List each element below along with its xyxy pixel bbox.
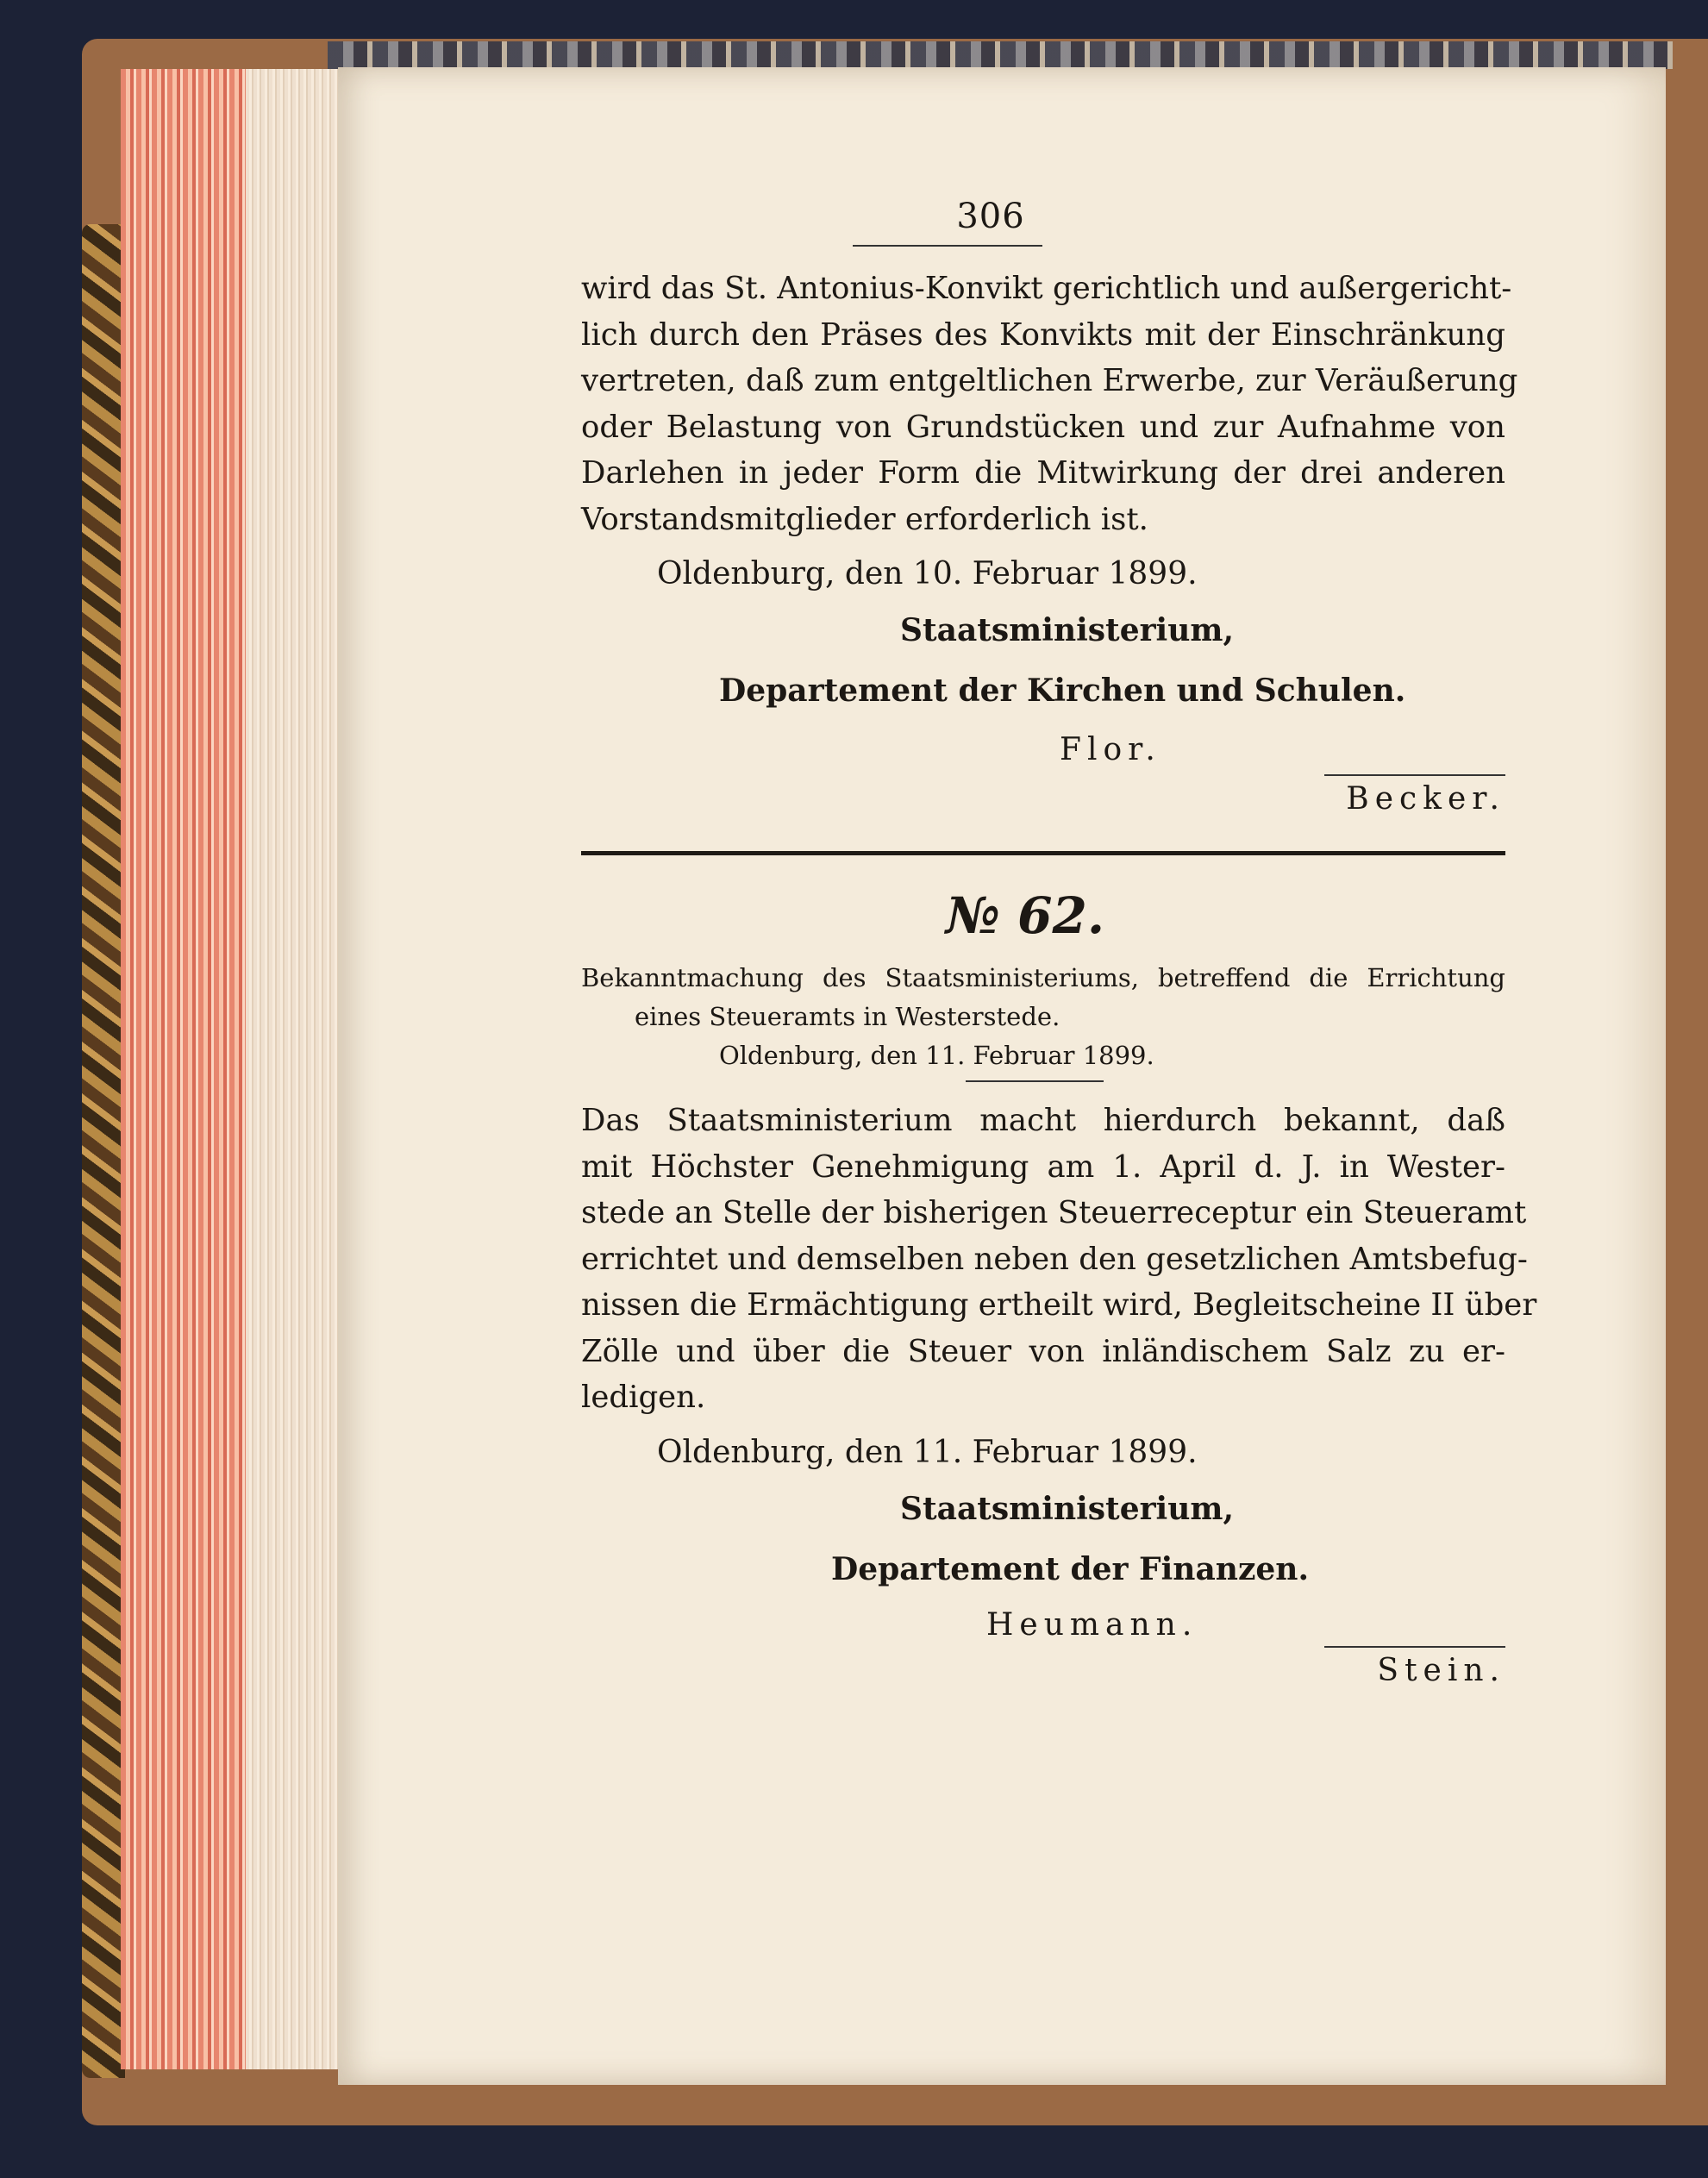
department-1: Departement der Kirchen und Schulen. [719,673,1406,709]
summary-line: Bekanntmachung des Staatsministeriums, betreffend die Errichtung [581,963,1505,992]
dateline-1: Oldenburg, den 10. Februar 1899. [657,556,1198,591]
signature-becker: Becker. [1346,781,1505,817]
summary-rule [966,1080,1104,1082]
text-block [581,197,1537,1688]
signature-heumann: Heumann. [986,1606,1198,1643]
signature-flor: Flor. [1060,732,1161,767]
paragraph-line: stede an Stelle der bisherigen Steuerreceptur ein Steueramt [581,1195,1527,1230]
book-top-edge [328,41,1673,69]
summary-line: Oldenburg, den 11. Februar 1899. [719,1041,1154,1070]
section-divider [581,851,1505,855]
marbled-spine [82,224,125,2078]
notice-summary [581,959,1505,1075]
authority-2: Staatsministerium, [900,1490,1235,1527]
paragraph-1 [581,266,1518,542]
document-page [338,67,1666,2085]
paragraph-2 [581,1098,1537,1421]
paragraph-line: Darlehen in jeder Form die Mitwirkung der drei anderen [581,455,1505,491]
paragraph-line: Zölle und über die Steuer von inländischem Salz zu er- [581,1333,1505,1369]
summary-line: eines Steueramts in Westerstede. [635,1002,1060,1031]
paragraph-line: errichtet und demselben neben den gesetzlichen Amtsbefug- [581,1241,1528,1277]
page-number-rule [853,245,1042,247]
paragraph-line: Das Staatsministerium macht hierdurch bekannt, daß [581,1103,1505,1138]
paragraph-line: vertreten, daß zum entgeltlichen Erwerbe, zur Veräußerung [581,363,1518,398]
signature-stein: Stein. [1377,1652,1505,1688]
signature-rule-1 [1324,774,1505,776]
page-number: 306 [956,197,1025,236]
paragraph-line: wird das St. Antonius-Konvikt gerichtlich und außergericht- [581,271,1512,306]
notice-number: № 62. [945,886,1105,945]
authority-1: Staatsministerium, [900,612,1235,648]
page-edges [121,69,341,2069]
paragraph-line: Vorstandsmitglieder erforderlich ist. [581,501,1148,537]
paragraph-line: lich durch den Präses des Konvikts mit der Einschränkung [581,316,1505,353]
paragraph-line: oder Belastung von Grundstücken und zur Aufnahme von [581,409,1505,445]
paragraph-line: ledigen. [581,1380,706,1415]
department-2: Departement der Finanzen. [831,1550,1309,1587]
dateline-2: Oldenburg, den 11. Februar 1899. [657,1434,1198,1470]
paragraph-line: mit Höchster Genehmigung am 1. April d. J. in Wester- [581,1148,1505,1185]
signature-rule-2 [1324,1646,1505,1648]
page-edges-inner [246,69,341,2069]
paragraph-line: nissen die Ermächtigung ertheilt wird, Begleitscheine II über [581,1287,1537,1323]
